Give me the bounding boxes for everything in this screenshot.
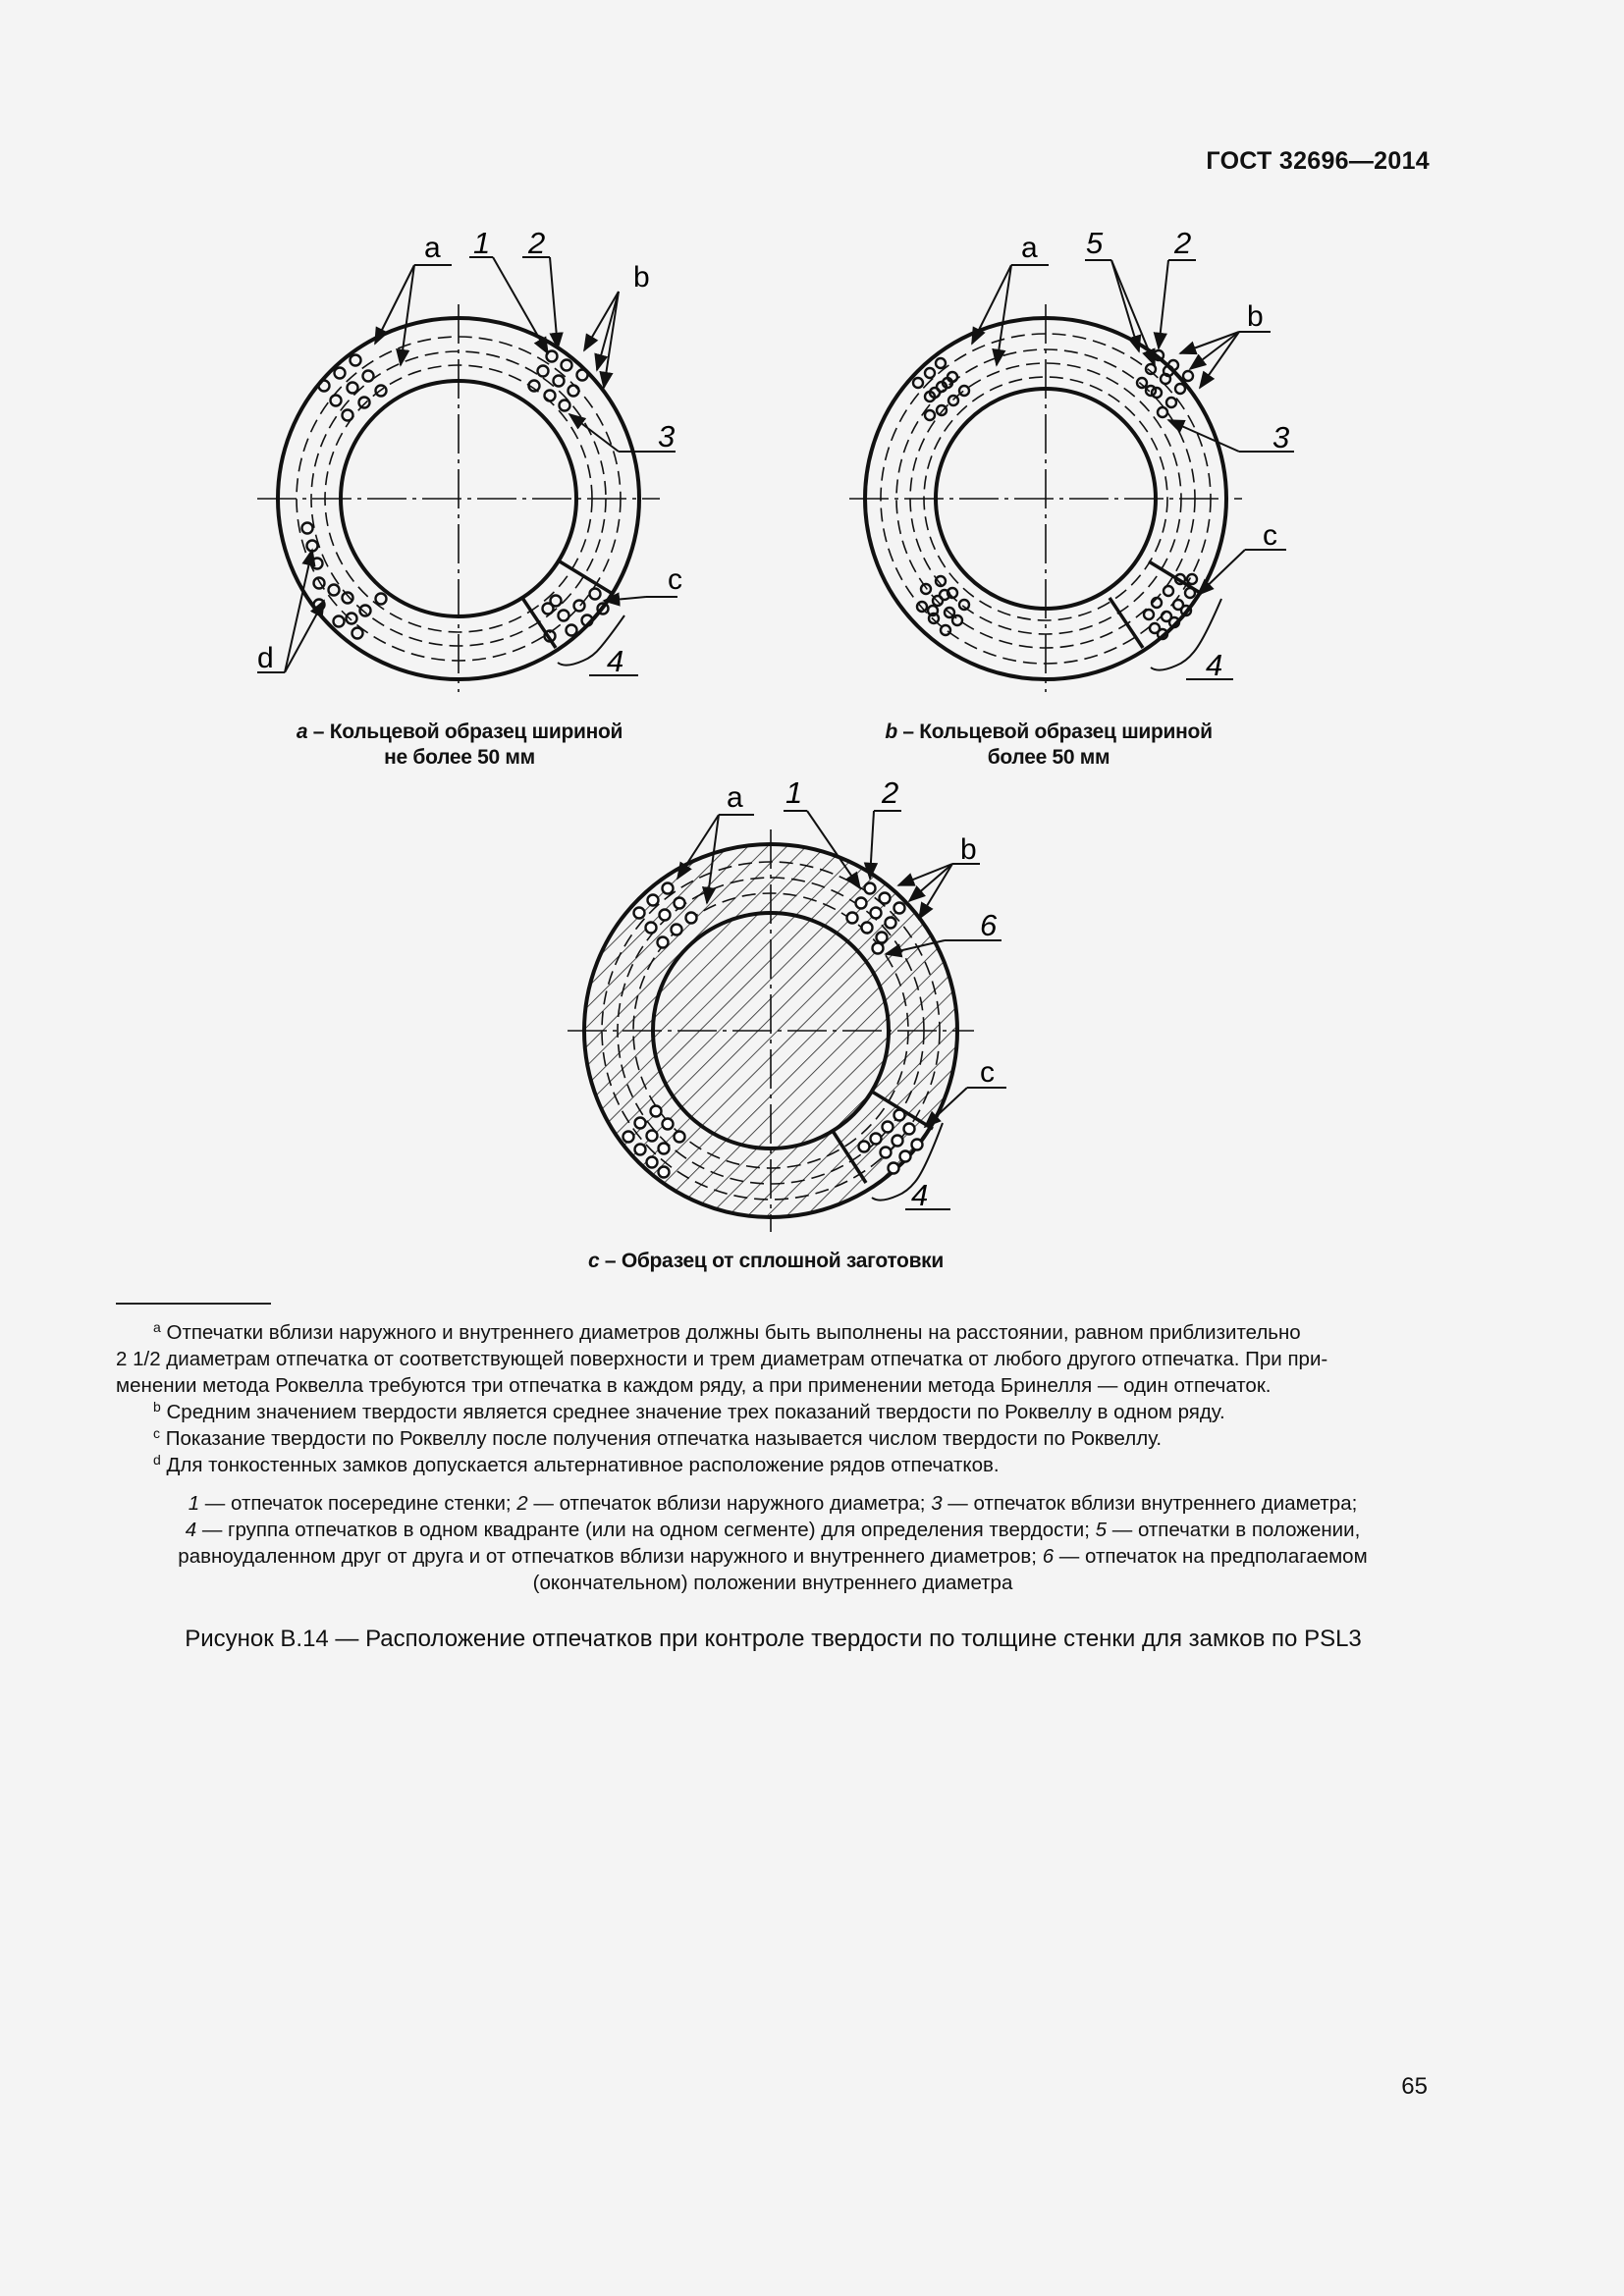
caption-figure-c [530,1249,1001,1274]
figure-c [568,811,1006,1232]
footnote-a-mark: a [153,1319,161,1335]
footnote-d-text: Для тонкостенных замков допускается альтернативное расположение рядов отпечатков. [166,1454,1000,1476]
fig-c-label-6: 6 [980,908,998,942]
fig-b-label-a: a [1021,232,1038,264]
footnote-d [116,1452,1467,1478]
caption-c-line1: – Образец от сплошной заготовки [599,1250,944,1272]
legend-key-6: 6 [1042,1545,1055,1568]
footnote-b-mark: b [153,1399,161,1415]
fig-a-label-b: b [633,261,650,294]
caption-a-line1: – Кольцевой образец шириной [307,721,623,743]
fig-a-label-4: 4 [607,644,624,678]
caption-b-letter: b [885,721,897,743]
document-code: ГОСТ 32696—2014 [1206,147,1430,175]
caption-a-letter: a [296,721,308,743]
legend-text-5: — отпечатки в положении, [1107,1519,1361,1541]
footnote-b-text: Средним значением твердости является среднее значение трех показаний твердости по Роквеллу в одном ряду. [166,1401,1225,1423]
fig-c-label-2: 2 [882,775,899,810]
footnote-a-text: Отпечатки вблизи наружного и внутреннего диаметров должны быть выполнены на расстоянии, равном приблизительно [166,1321,1301,1344]
legend-text-2: — отпечаток вблизи наружного диаметра; [527,1492,932,1515]
legend-text-4: — группа отпечатков в одном квадранте (или на одном сегменте) для определения твердости; [196,1519,1096,1541]
page-number: 65 [1401,2073,1428,2100]
caption-a-line2: не более 50 мм [384,746,535,769]
legend-text-5b: равноудаленном друг от друга и от отпечатков вблизи наружного и внутреннего диаметров; [178,1545,1043,1568]
fig-b-label-3: 3 [1272,420,1290,454]
fig-c-label-c: c [980,1056,995,1089]
legend-text-6: — отпечаток на предполагаемом [1054,1545,1368,1568]
legend-key-1: 1 [188,1492,200,1515]
caption-figure-a [263,720,656,771]
footnote-c [116,1425,1467,1452]
legend-text-6b: (окончательном) положении внутреннего диаметра [532,1572,1013,1594]
figure-a [257,257,677,692]
footnote-a-text2: 2 1/2 диаметрам отпечатка от соответствующей поверхности и трем диаметрам отпечатка от любого другого отпечатка. При при- [116,1348,1328,1370]
caption-b-line1: – Кольцевой образец шириной [896,721,1213,743]
fig-c-label-a: a [727,781,743,814]
caption-c-letter: c [587,1250,600,1272]
fig-b-label-4: 4 [1206,648,1223,682]
caption-b-line2: более 50 мм [987,746,1110,769]
fig-c-label-b: b [960,833,977,866]
fig-a-label-c: c [668,563,682,596]
fig-b-label-2: 2 [1174,226,1192,260]
figure-legend [116,1490,1430,1596]
fig-a-label-d: d [257,642,274,674]
legend-key-4: 4 [185,1519,197,1541]
fig-a-label-a: a [424,232,441,264]
fig-b-label-b: b [1247,300,1264,333]
legend-text-1: — отпечаток посередине стенки; [199,1492,517,1515]
footnote-separator [116,1303,271,1305]
fig-b-label-5: 5 [1086,226,1104,260]
fig-a-label-3: 3 [658,419,676,454]
figure-title: Рисунок В.14 — Расположение отпечатков при контроле твердости по толщине стенки для замков по PSL3 [185,1626,1362,1652]
legend-text-3: — отпечаток вблизи внутреннего диаметра; [942,1492,1358,1515]
fig-a-label-1: 1 [473,226,491,260]
fig-a-label-2: 2 [528,226,546,260]
fig-c-label-4: 4 [911,1178,929,1212]
footnote-c-text: Показание твердости по Роквеллу после получения отпечатка называется числом твердости по Роквеллу. [165,1427,1163,1450]
fig-b-label-c: c [1263,519,1277,552]
footnote-d-mark: d [153,1452,161,1468]
fig-c-label-1: 1 [785,775,803,810]
legend-key-2: 2 [516,1492,528,1515]
footnote-c-mark: c [153,1425,160,1441]
legend-key-5: 5 [1095,1519,1108,1541]
footnote-b [116,1399,1467,1425]
figure-b [849,260,1294,692]
legend-key-3: 3 [931,1492,943,1515]
caption-figure-b [852,720,1245,771]
footnote-a [116,1319,1430,1399]
footnote-a-text3: менении метода Роквелла требуются три отпечатка в каждом ряду, а при применении метода Бринелля — один отпечаток. [116,1374,1272,1397]
